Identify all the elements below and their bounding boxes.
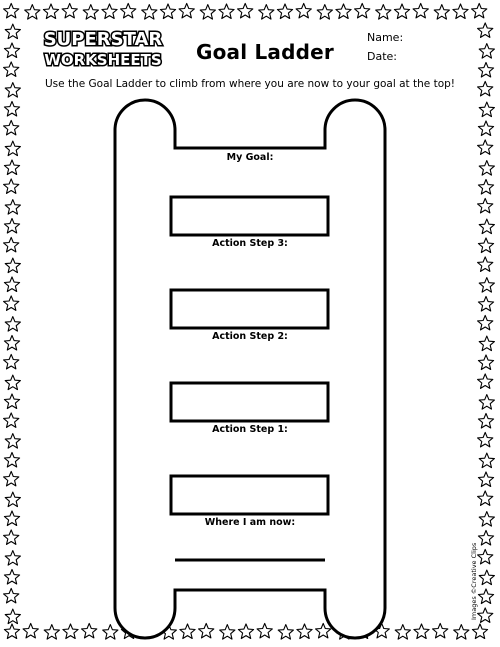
image-credit: Images ©Creative Clips <box>470 542 478 620</box>
step-label-action-3: Action Step 3: <box>212 238 288 249</box>
step-label-action-1: Action Step 1: <box>212 424 288 435</box>
step-label-now: Where I am now: <box>204 517 296 528</box>
page-title: Goal Ladder <box>196 40 334 64</box>
rung-box-3 <box>171 383 328 421</box>
rung-box-2 <box>171 290 328 328</box>
date-label: Date: <box>367 50 397 63</box>
step-label-action-2: Action Step 2: <box>212 331 288 342</box>
ladder-outline <box>115 100 385 638</box>
instructions: Use the Goal Ladder to climb from where you are now to your goal at the top! <box>44 78 455 90</box>
logo-line-1: SUPERSTAR <box>43 29 163 50</box>
name-label: Name: <box>367 31 404 44</box>
step-label-goal: My Goal: <box>226 152 274 163</box>
rung-box-1 <box>171 197 328 235</box>
logo-line-2: WORKSHEETS <box>44 51 162 69</box>
rung-box-4 <box>171 476 328 514</box>
